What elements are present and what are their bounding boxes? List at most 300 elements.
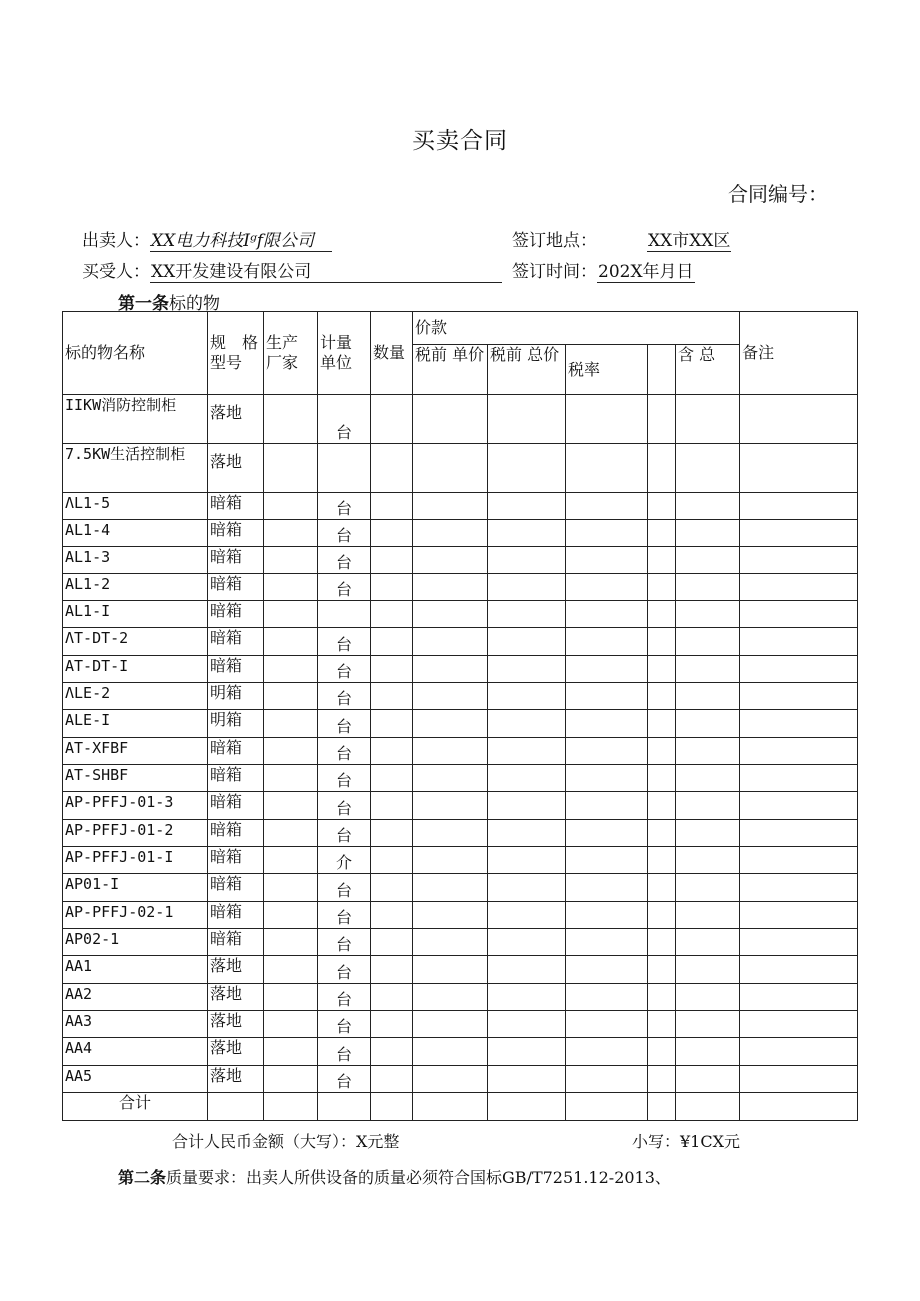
row-empty-cell (676, 1011, 740, 1038)
row-empty-cell (648, 902, 676, 929)
header-tax-included: 含 总 (676, 345, 740, 395)
row-empty-cell (413, 601, 488, 628)
table-row (63, 738, 858, 765)
row-empty-cell (488, 902, 566, 929)
row-maker (264, 765, 318, 792)
article-2-line (118, 1165, 671, 1188)
row-empty-cell (648, 601, 676, 628)
row-empty-cell (371, 520, 413, 547)
row-maker (264, 444, 318, 493)
table-row (63, 520, 858, 547)
row-item-name: AP01-I (63, 874, 208, 902)
row-item-name: AA3 (63, 1011, 208, 1038)
row-empty-cell (648, 984, 676, 1011)
row-empty-cell (371, 738, 413, 765)
table-row (63, 984, 858, 1011)
seller-line (82, 226, 332, 252)
header-blank (648, 345, 676, 395)
row-unit: 台 (318, 547, 371, 574)
row-empty-cell (740, 874, 858, 902)
row-empty-cell (488, 574, 566, 601)
table-row (63, 902, 858, 929)
row-empty-cell (676, 765, 740, 792)
table-row (63, 929, 858, 956)
row-empty-cell (413, 765, 488, 792)
row-empty-cell (740, 574, 858, 601)
row-empty-cell (488, 656, 566, 683)
row-item-type: 落地 (208, 984, 264, 1011)
row-unit: 台 (318, 929, 371, 956)
row-empty-cell (413, 683, 488, 710)
table-row (63, 847, 858, 874)
row-unit: 台 (318, 395, 371, 444)
row-item-type: 落地 (208, 444, 264, 493)
row-item-name: AA1 (63, 956, 208, 984)
row-maker (264, 956, 318, 984)
row-item-type: 暗箱 (208, 656, 264, 683)
row-unit (318, 444, 371, 493)
row-unit: 台 (318, 765, 371, 792)
row-empty-cell (566, 956, 648, 984)
row-empty-cell (413, 547, 488, 574)
row-empty-cell (676, 493, 740, 520)
row-empty-cell (566, 902, 648, 929)
row-empty-cell (740, 710, 858, 738)
row-empty-cell (740, 738, 858, 765)
row-empty-cell (648, 847, 676, 874)
row-empty-cell (676, 656, 740, 683)
row-empty-cell (648, 444, 676, 493)
row-empty-cell (413, 574, 488, 601)
row-item-name: AA2 (63, 984, 208, 1011)
row-item-name: ΛT-DT-2 (63, 628, 208, 656)
row-unit: 台 (318, 520, 371, 547)
row-empty-cell (488, 520, 566, 547)
row-empty-cell (371, 444, 413, 493)
table-row (63, 628, 858, 656)
seller-label: 出卖人： (82, 231, 150, 251)
row-empty-cell (740, 493, 858, 520)
row-empty-cell (740, 902, 858, 929)
row-item-name: AA4 (63, 1038, 208, 1066)
row-empty-cell (740, 847, 858, 874)
row-item-type: 落地 (208, 1038, 264, 1066)
document-title: 买卖合同 (412, 128, 508, 154)
row-item-type: 暗箱 (208, 847, 264, 874)
row-item-name: 7.5KW生活控制柜 (63, 444, 208, 493)
row-empty-cell (413, 1011, 488, 1038)
row-empty-cell (676, 444, 740, 493)
article-1-number: 第一条 (118, 294, 169, 314)
row-empty-cell (740, 601, 858, 628)
row-item-name: AT-DT-I (63, 656, 208, 683)
place-value: XX市XX区 (648, 231, 731, 251)
row-maker (264, 710, 318, 738)
row-maker (264, 520, 318, 547)
row-empty-cell (648, 792, 676, 820)
article-1-title: 标的物 (169, 294, 220, 314)
table-row (63, 765, 858, 792)
row-unit: 台 (318, 1011, 371, 1038)
row-empty-cell (488, 929, 566, 956)
table-row (63, 874, 858, 902)
row-empty-cell (488, 493, 566, 520)
row-unit (318, 601, 371, 628)
row-empty-cell (740, 792, 858, 820)
row-empty-cell (740, 1038, 858, 1066)
row-empty-cell (648, 493, 676, 520)
total-label: 合计 (63, 1093, 208, 1121)
row-empty-cell (566, 710, 648, 738)
row-empty-cell (648, 628, 676, 656)
row-empty-cell (740, 956, 858, 984)
row-empty-cell (566, 792, 648, 820)
row-item-type: 暗箱 (208, 902, 264, 929)
row-empty-cell (566, 874, 648, 902)
table-row (63, 1066, 858, 1093)
row-empty-cell (413, 984, 488, 1011)
row-unit: 介 (318, 847, 371, 874)
row-maker (264, 792, 318, 820)
row-unit: 台 (318, 656, 371, 683)
row-empty-cell (648, 574, 676, 601)
row-maker (264, 847, 318, 874)
row-empty-cell (648, 547, 676, 574)
seller-value: XX电力科技Iᵍf限公司 (150, 231, 332, 252)
row-empty-cell (676, 847, 740, 874)
row-item-name: AT-XFBF (63, 738, 208, 765)
row-empty-cell (676, 1066, 740, 1093)
row-empty-cell (648, 395, 676, 444)
row-item-type: 暗箱 (208, 520, 264, 547)
place-label: 签订地点： (512, 231, 597, 251)
row-item-name: AP-PFFJ-02-1 (63, 902, 208, 929)
table-row (63, 444, 858, 493)
row-empty-cell (648, 710, 676, 738)
row-maker (264, 601, 318, 628)
row-maker (264, 574, 318, 601)
table-row (63, 792, 858, 820)
row-empty-cell (371, 792, 413, 820)
article-2-text: 质量要求：出卖人所供设备的质量必须符合国标GB/T7251.12-2013、 (166, 1168, 671, 1187)
row-empty-cell (488, 738, 566, 765)
row-empty-cell (371, 765, 413, 792)
row-empty-cell (676, 547, 740, 574)
row-maker (264, 820, 318, 847)
row-unit: 台 (318, 820, 371, 847)
row-empty-cell (413, 792, 488, 820)
row-item-type: 落地 (208, 1011, 264, 1038)
row-item-type: 落地 (208, 395, 264, 444)
row-empty-cell (488, 547, 566, 574)
row-empty-cell (413, 710, 488, 738)
table-row (63, 493, 858, 520)
row-empty-cell (648, 956, 676, 984)
row-empty-cell (413, 1066, 488, 1093)
row-item-name: ΛLE-2 (63, 683, 208, 710)
row-empty-cell (566, 738, 648, 765)
row-unit: 台 (318, 493, 371, 520)
row-empty-cell (648, 738, 676, 765)
row-maker (264, 984, 318, 1011)
row-empty-cell (413, 874, 488, 902)
row-empty-cell (648, 765, 676, 792)
table-row (63, 1011, 858, 1038)
row-empty-cell (566, 656, 648, 683)
row-maker (264, 1066, 318, 1093)
row-empty-cell (488, 847, 566, 874)
row-empty-cell (413, 929, 488, 956)
amount-in-words: 合计人民币金额（大写）：X元整 (172, 1132, 400, 1151)
row-empty-cell (371, 547, 413, 574)
row-empty-cell (488, 820, 566, 847)
row-empty-cell (676, 874, 740, 902)
row-item-type: 暗箱 (208, 738, 264, 765)
header-price: 价款 (413, 312, 740, 345)
row-empty-cell (566, 520, 648, 547)
row-empty-cell (740, 628, 858, 656)
row-empty-cell (566, 820, 648, 847)
table-row (63, 683, 858, 710)
row-item-type: 暗箱 (208, 574, 264, 601)
row-unit: 台 (318, 710, 371, 738)
row-empty-cell (566, 444, 648, 493)
row-empty-cell (488, 1011, 566, 1038)
row-empty-cell (413, 1038, 488, 1066)
row-maker (264, 738, 318, 765)
row-empty-cell (740, 929, 858, 956)
row-empty-cell (371, 628, 413, 656)
row-empty-cell (371, 820, 413, 847)
row-empty-cell (371, 656, 413, 683)
row-item-type: 暗箱 (208, 820, 264, 847)
row-empty-cell (488, 1038, 566, 1066)
table-row (63, 1038, 858, 1066)
row-unit: 台 (318, 874, 371, 902)
row-empty-cell (371, 874, 413, 902)
place-line (512, 226, 731, 252)
row-item-type: 明箱 (208, 683, 264, 710)
row-empty-cell (676, 1038, 740, 1066)
row-empty-cell (371, 1011, 413, 1038)
row-empty-cell (676, 929, 740, 956)
row-empty-cell (413, 656, 488, 683)
row-empty-cell (488, 444, 566, 493)
row-empty-cell (740, 984, 858, 1011)
row-item-name: AA5 (63, 1066, 208, 1093)
row-unit: 台 (318, 574, 371, 601)
header-remark: 备注 (740, 312, 858, 395)
row-item-type: 暗箱 (208, 547, 264, 574)
row-maker (264, 493, 318, 520)
row-empty-cell (676, 574, 740, 601)
row-unit: 台 (318, 738, 371, 765)
row-empty-cell (488, 984, 566, 1011)
row-maker (264, 628, 318, 656)
row-empty-cell (371, 601, 413, 628)
row-unit: 台 (318, 792, 371, 820)
row-empty-cell (676, 738, 740, 765)
header-pretax-unit: 税前 单价 (413, 345, 488, 395)
row-empty-cell (740, 683, 858, 710)
table-row (63, 574, 858, 601)
row-empty-cell (371, 395, 413, 444)
row-empty-cell (413, 628, 488, 656)
row-empty-cell (371, 574, 413, 601)
row-empty-cell (676, 984, 740, 1011)
article-2-number: 第二条 (118, 1168, 167, 1187)
row-empty-cell (676, 902, 740, 929)
row-empty-cell (566, 683, 648, 710)
row-empty-cell (566, 574, 648, 601)
row-empty-cell (676, 520, 740, 547)
row-empty-cell (413, 738, 488, 765)
row-item-name: AT-SHBF (63, 765, 208, 792)
row-empty-cell (740, 1066, 858, 1093)
row-item-name: IIKW消防控制柜 (63, 395, 208, 444)
row-empty-cell (488, 792, 566, 820)
row-maker (264, 395, 318, 444)
row-maker (264, 1038, 318, 1066)
row-unit: 台 (318, 628, 371, 656)
row-item-name: ALE-I (63, 710, 208, 738)
row-empty-cell (488, 956, 566, 984)
row-item-name: ΛL1-5 (63, 493, 208, 520)
row-empty-cell (566, 547, 648, 574)
row-maker (264, 547, 318, 574)
row-empty-cell (371, 956, 413, 984)
row-empty-cell (676, 792, 740, 820)
row-empty-cell (740, 520, 858, 547)
row-empty-cell (413, 520, 488, 547)
table-row (63, 820, 858, 847)
row-item-name: AP-PFFJ-01-I (63, 847, 208, 874)
row-empty-cell (740, 547, 858, 574)
header-tax-rate: 税率 (566, 345, 648, 395)
row-empty-cell (648, 820, 676, 847)
row-empty-cell (566, 601, 648, 628)
row-empty-cell (488, 710, 566, 738)
row-empty-cell (676, 956, 740, 984)
row-empty-cell (566, 984, 648, 1011)
row-empty-cell (413, 820, 488, 847)
row-item-name: AL1-I (63, 601, 208, 628)
row-empty-cell (566, 929, 648, 956)
row-empty-cell (566, 1066, 648, 1093)
row-empty-cell (488, 874, 566, 902)
row-empty-cell (488, 601, 566, 628)
row-item-name: AP-PFFJ-01-3 (63, 792, 208, 820)
row-empty-cell (648, 1011, 676, 1038)
row-empty-cell (371, 683, 413, 710)
amount-in-figures: 小写：¥1CX元 (632, 1132, 740, 1151)
row-empty-cell (413, 902, 488, 929)
row-empty-cell (371, 929, 413, 956)
row-empty-cell (488, 1066, 566, 1093)
row-item-name: AL1-2 (63, 574, 208, 601)
row-unit: 台 (318, 1038, 371, 1066)
row-item-type: 落地 (208, 956, 264, 984)
table-row (63, 547, 858, 574)
row-empty-cell (648, 1038, 676, 1066)
row-item-name: AP-PFFJ-01-2 (63, 820, 208, 847)
row-empty-cell (371, 847, 413, 874)
row-item-type: 暗箱 (208, 765, 264, 792)
row-empty-cell (413, 395, 488, 444)
row-empty-cell (676, 820, 740, 847)
row-empty-cell (740, 1011, 858, 1038)
row-empty-cell (648, 929, 676, 956)
row-maker (264, 902, 318, 929)
row-empty-cell (413, 847, 488, 874)
header-model: 规 格 型号 (208, 312, 264, 395)
row-empty-cell (371, 710, 413, 738)
header-pretax-total: 税前 总价 (488, 345, 566, 395)
row-empty-cell (566, 847, 648, 874)
buyer-label: 买受人： (82, 262, 150, 282)
row-maker (264, 683, 318, 710)
row-item-name: AL1-4 (63, 520, 208, 547)
row-item-type: 暗箱 (208, 929, 264, 956)
row-empty-cell (740, 765, 858, 792)
time-label: 签订时间： (512, 262, 597, 282)
row-empty-cell (488, 628, 566, 656)
row-item-type: 暗箱 (208, 792, 264, 820)
row-maker (264, 656, 318, 683)
row-empty-cell (413, 956, 488, 984)
row-empty-cell (413, 444, 488, 493)
goods-table (62, 311, 858, 1121)
time-line (512, 257, 695, 283)
row-empty-cell (676, 710, 740, 738)
table-row (63, 601, 858, 628)
row-empty-cell (676, 601, 740, 628)
row-empty-cell (648, 874, 676, 902)
row-item-type: 暗箱 (208, 493, 264, 520)
contract-number-label: 合同编号： (728, 182, 828, 206)
row-empty-cell (676, 628, 740, 656)
row-unit: 台 (318, 1066, 371, 1093)
header-name: 标的物名称 (63, 312, 208, 395)
row-item-name: AP02-1 (63, 929, 208, 956)
time-value: 202X年月日 (598, 262, 694, 282)
table-row (63, 395, 858, 444)
row-empty-cell (740, 444, 858, 493)
row-empty-cell (371, 902, 413, 929)
header-unit: 计量 单位 (318, 312, 371, 395)
row-empty-cell (648, 520, 676, 547)
row-empty-cell (566, 1038, 648, 1066)
row-empty-cell (566, 395, 648, 444)
row-maker (264, 929, 318, 956)
row-empty-cell (488, 765, 566, 792)
row-empty-cell (566, 1011, 648, 1038)
row-unit: 台 (318, 984, 371, 1011)
row-empty-cell (371, 1066, 413, 1093)
row-unit: 台 (318, 902, 371, 929)
row-empty-cell (488, 683, 566, 710)
row-empty-cell (371, 493, 413, 520)
row-empty-cell (740, 395, 858, 444)
table-row (63, 710, 858, 738)
row-empty-cell (740, 656, 858, 683)
header-maker: 生产 厂家 (264, 312, 318, 395)
row-empty-cell (676, 395, 740, 444)
table-row (63, 656, 858, 683)
row-item-type: 明箱 (208, 710, 264, 738)
row-empty-cell (676, 683, 740, 710)
table-row (63, 956, 858, 984)
